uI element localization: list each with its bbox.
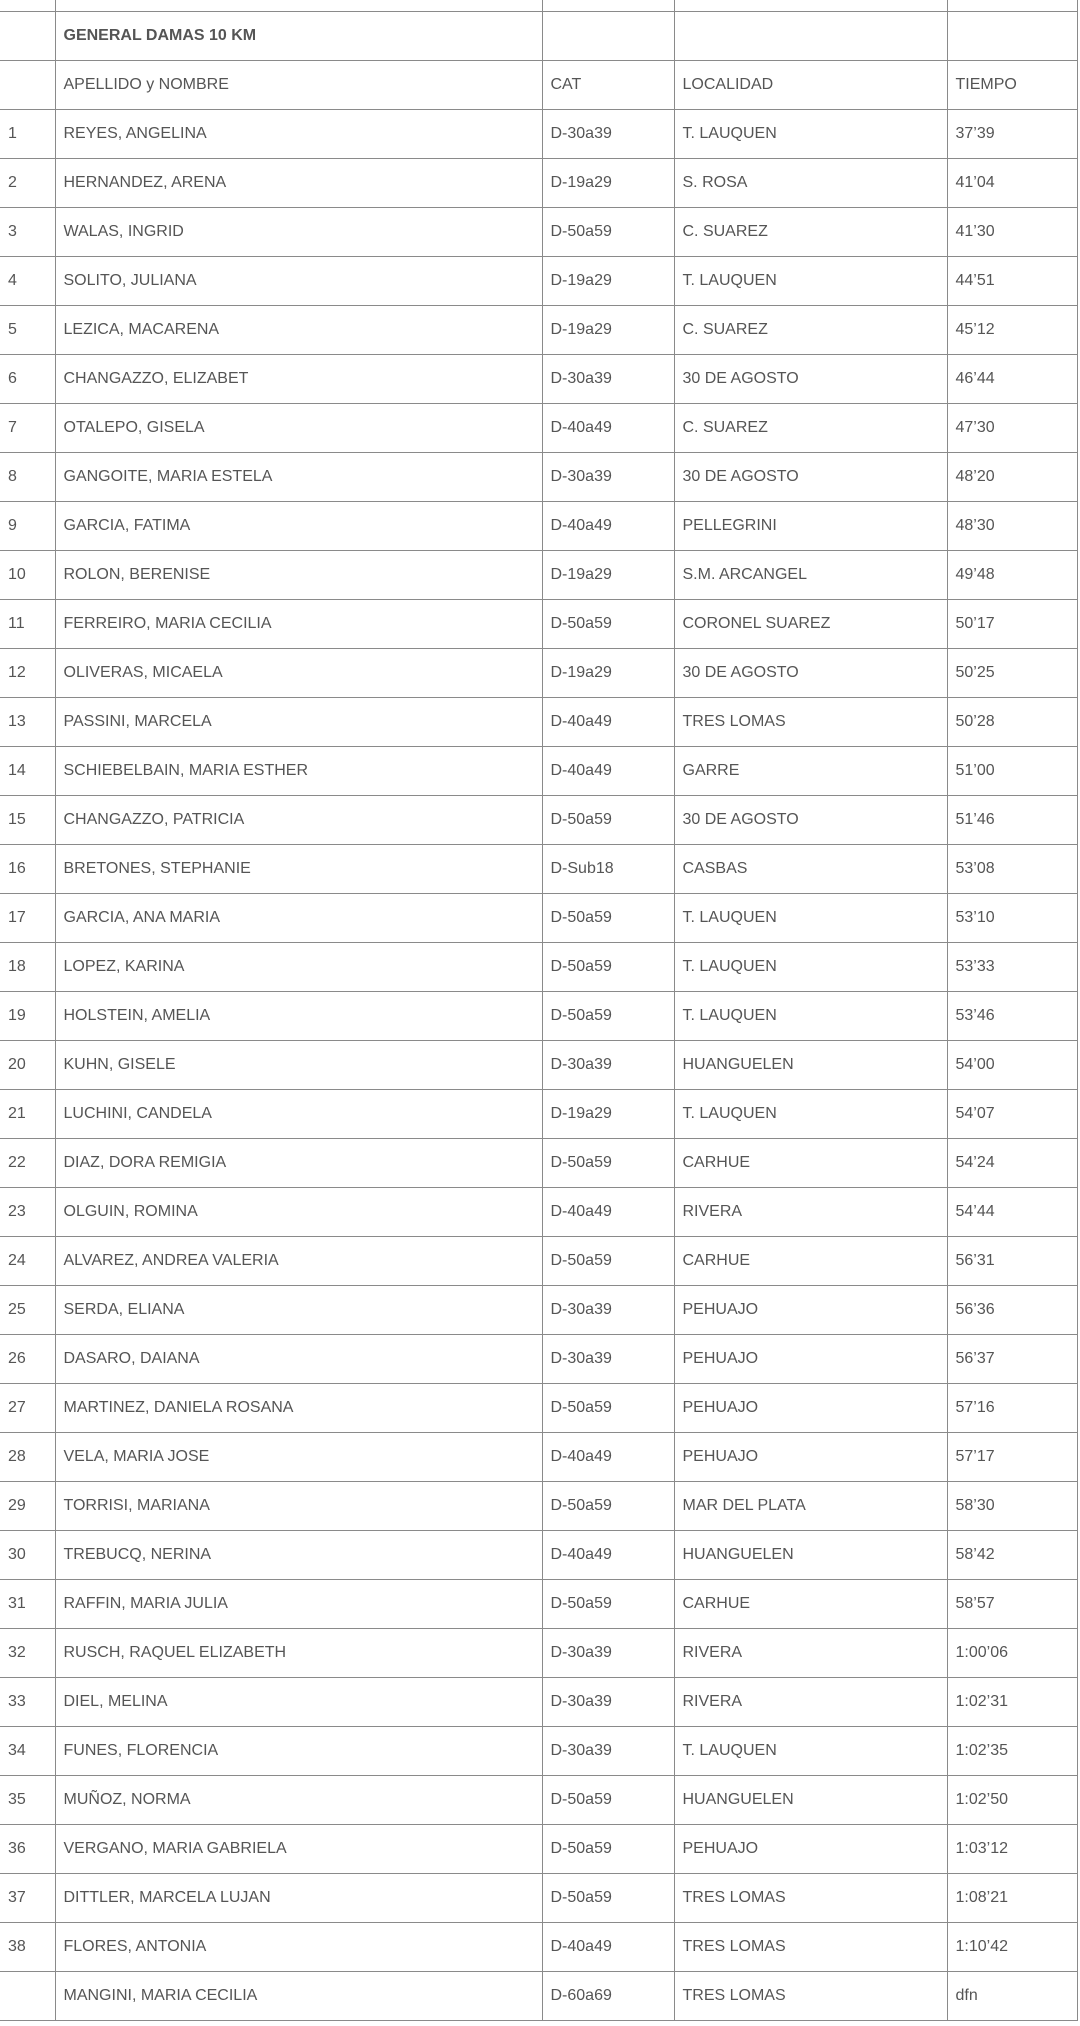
cell-location: T. LAUQUEN bbox=[674, 894, 947, 943]
cell-category: D-40a49 bbox=[542, 1433, 674, 1482]
cell-category: D-50a59 bbox=[542, 992, 674, 1041]
cell-category: D-50a59 bbox=[542, 1874, 674, 1923]
cell-time: 54’07 bbox=[947, 1090, 1077, 1139]
cell-category: D-30a39 bbox=[542, 1041, 674, 1090]
cell-time: 45’12 bbox=[947, 306, 1077, 355]
cell-location: C. SUAREZ bbox=[674, 208, 947, 257]
table-row bbox=[0, 1727, 1077, 1776]
cell-name: MARTINEZ, DANIELA ROSANA bbox=[55, 1384, 542, 1433]
table-row bbox=[0, 1433, 1077, 1482]
cell-time: 41’04 bbox=[947, 159, 1077, 208]
cell-name: MUÑOZ, NORMA bbox=[55, 1776, 542, 1825]
table-row bbox=[0, 208, 1077, 257]
cell-name: KUHN, GISELE bbox=[55, 1041, 542, 1090]
cell-position: 27 bbox=[0, 1384, 55, 1433]
cell-name: MANGINI, MARIA CECILIA bbox=[55, 1972, 542, 2021]
table-row bbox=[0, 1923, 1077, 1972]
cell-empty bbox=[0, 12, 55, 61]
cell-location: GARRE bbox=[674, 747, 947, 796]
cell-name: FLORES, ANTONIA bbox=[55, 1923, 542, 1972]
cell-location: C. SUAREZ bbox=[674, 306, 947, 355]
cell-location: RIVERA bbox=[674, 1678, 947, 1727]
cell-location: 30 DE AGOSTO bbox=[674, 649, 947, 698]
cell-time: 46’44 bbox=[947, 355, 1077, 404]
table-row bbox=[0, 1090, 1077, 1139]
cell-time: 58’30 bbox=[947, 1482, 1077, 1531]
cell-name: ALVAREZ, ANDREA VALERIA bbox=[55, 1237, 542, 1286]
cell-position: 9 bbox=[0, 502, 55, 551]
table-row bbox=[0, 502, 1077, 551]
cell-empty bbox=[947, 12, 1077, 61]
cell-time: 58’42 bbox=[947, 1531, 1077, 1580]
cell-time: 48’30 bbox=[947, 502, 1077, 551]
cell-time: 50’25 bbox=[947, 649, 1077, 698]
cell-position: 16 bbox=[0, 845, 55, 894]
cell-name: PASSINI, MARCELA bbox=[55, 698, 542, 747]
cell-position: 19 bbox=[0, 992, 55, 1041]
cell-time: 51’46 bbox=[947, 796, 1077, 845]
cell-position: 38 bbox=[0, 1923, 55, 1972]
cell-time: 56’36 bbox=[947, 1286, 1077, 1335]
cell-name: RAFFIN, MARIA JULIA bbox=[55, 1580, 542, 1629]
cell-location: PEHUAJO bbox=[674, 1286, 947, 1335]
cell-name: HOLSTEIN, AMELIA bbox=[55, 992, 542, 1041]
table-row bbox=[0, 453, 1077, 502]
header-location: LOCALIDAD bbox=[674, 61, 947, 110]
cell-name: DIAZ, DORA REMIGIA bbox=[55, 1139, 542, 1188]
cell-name: DITTLER, MARCELA LUJAN bbox=[55, 1874, 542, 1923]
cell-time: 57’16 bbox=[947, 1384, 1077, 1433]
cell-category: D-19a29 bbox=[542, 1090, 674, 1139]
cell-location: T. LAUQUEN bbox=[674, 992, 947, 1041]
cell-position: 36 bbox=[0, 1825, 55, 1874]
cell-time: 54’24 bbox=[947, 1139, 1077, 1188]
cell-name: WALAS, INGRID bbox=[55, 208, 542, 257]
cell-position: 31 bbox=[0, 1580, 55, 1629]
cell-name: LEZICA, MACARENA bbox=[55, 306, 542, 355]
table-row-partial bbox=[0, 0, 1077, 12]
cell-position: 25 bbox=[0, 1286, 55, 1335]
cell-position: 29 bbox=[0, 1482, 55, 1531]
table-row bbox=[0, 159, 1077, 208]
cell-location: PEHUAJO bbox=[674, 1433, 947, 1482]
cell-location: C. SUAREZ bbox=[674, 404, 947, 453]
cell-category: D-19a29 bbox=[542, 306, 674, 355]
table-row bbox=[0, 894, 1077, 943]
cell-name: BRETONES, STEPHANIE bbox=[55, 845, 542, 894]
cell-name: LUCHINI, CANDELA bbox=[55, 1090, 542, 1139]
cell-category: D-40a49 bbox=[542, 502, 674, 551]
cell-position: 3 bbox=[0, 208, 55, 257]
cell-position: 37 bbox=[0, 1874, 55, 1923]
header-category: CAT bbox=[542, 61, 674, 110]
cell-category: D-19a29 bbox=[542, 159, 674, 208]
cell-time: 57’17 bbox=[947, 1433, 1077, 1482]
table-row bbox=[0, 404, 1077, 453]
cell-empty bbox=[0, 0, 55, 12]
cell-time: 1:02’31 bbox=[947, 1678, 1077, 1727]
cell-time: 1:03’12 bbox=[947, 1825, 1077, 1874]
cell-name: OLIVERAS, MICAELA bbox=[55, 649, 542, 698]
cell-category: D-Sub18 bbox=[542, 845, 674, 894]
cell-location: T. LAUQUEN bbox=[674, 943, 947, 992]
cell-category: D-30a39 bbox=[542, 110, 674, 159]
cell-location: CARHUE bbox=[674, 1139, 947, 1188]
cell-position: 4 bbox=[0, 257, 55, 306]
table-row bbox=[0, 1482, 1077, 1531]
cell-location: 30 DE AGOSTO bbox=[674, 355, 947, 404]
cell-time: 37’39 bbox=[947, 110, 1077, 159]
cell-time: 56’37 bbox=[947, 1335, 1077, 1384]
cell-category: D-40a49 bbox=[542, 698, 674, 747]
cell-location: T. LAUQUEN bbox=[674, 1090, 947, 1139]
cell-category: D-40a49 bbox=[542, 747, 674, 796]
cell-time: 56’31 bbox=[947, 1237, 1077, 1286]
cell-category: D-50a59 bbox=[542, 1825, 674, 1874]
cell-category: D-50a59 bbox=[542, 1776, 674, 1825]
table-row bbox=[0, 992, 1077, 1041]
cell-category: D-40a49 bbox=[542, 1188, 674, 1237]
cell-position: 15 bbox=[0, 796, 55, 845]
table-row bbox=[0, 943, 1077, 992]
cell-position: 23 bbox=[0, 1188, 55, 1237]
cell-time: 53’46 bbox=[947, 992, 1077, 1041]
section-title: GENERAL DAMAS 10 KM bbox=[55, 12, 542, 61]
cell-time: 53’08 bbox=[947, 845, 1077, 894]
cell-position: 5 bbox=[0, 306, 55, 355]
cell-category: D-30a39 bbox=[542, 355, 674, 404]
table-row bbox=[0, 355, 1077, 404]
cell-location: TRES LOMAS bbox=[674, 698, 947, 747]
cell-name: DIEL, MELINA bbox=[55, 1678, 542, 1727]
cell-location: TRES LOMAS bbox=[674, 1874, 947, 1923]
cell-category: D-50a59 bbox=[542, 894, 674, 943]
cell-category: D-40a49 bbox=[542, 404, 674, 453]
cell-empty bbox=[542, 0, 674, 12]
cell-position: 34 bbox=[0, 1727, 55, 1776]
cell-category: D-40a49 bbox=[542, 1923, 674, 1972]
table-row bbox=[0, 1629, 1077, 1678]
cell-category: D-50a59 bbox=[542, 1482, 674, 1531]
table-row bbox=[0, 257, 1077, 306]
cell-time: 53’33 bbox=[947, 943, 1077, 992]
cell-position: 8 bbox=[0, 453, 55, 502]
cell-time: 1:08’21 bbox=[947, 1874, 1077, 1923]
table-row bbox=[0, 1776, 1077, 1825]
table-row bbox=[0, 1825, 1077, 1874]
cell-name: SOLITO, JULIANA bbox=[55, 257, 542, 306]
cell-empty bbox=[674, 0, 947, 12]
table-row bbox=[0, 306, 1077, 355]
table-row bbox=[0, 1335, 1077, 1384]
cell-position: 32 bbox=[0, 1629, 55, 1678]
cell-position: 21 bbox=[0, 1090, 55, 1139]
cell-location: 30 DE AGOSTO bbox=[674, 796, 947, 845]
cell-location: MAR DEL PLATA bbox=[674, 1482, 947, 1531]
table-row bbox=[0, 1580, 1077, 1629]
table-row bbox=[0, 1237, 1077, 1286]
cell-time: 54’00 bbox=[947, 1041, 1077, 1090]
cell-name: HERNANDEZ, ARENA bbox=[55, 159, 542, 208]
cell-category: D-50a59 bbox=[542, 208, 674, 257]
cell-name: OTALEPO, GISELA bbox=[55, 404, 542, 453]
table-row bbox=[0, 698, 1077, 747]
cell-location: TRES LOMAS bbox=[674, 1923, 947, 1972]
cell-position: 26 bbox=[0, 1335, 55, 1384]
cell-empty bbox=[55, 0, 542, 12]
header-name: APELLIDO y NOMBRE bbox=[55, 61, 542, 110]
table-row bbox=[0, 551, 1077, 600]
cell-name: OLGUIN, ROMINA bbox=[55, 1188, 542, 1237]
cell-category: D-40a49 bbox=[542, 1531, 674, 1580]
cell-position: 13 bbox=[0, 698, 55, 747]
cell-category: D-50a59 bbox=[542, 600, 674, 649]
cell-location: S. ROSA bbox=[674, 159, 947, 208]
cell-location: HUANGUELEN bbox=[674, 1041, 947, 1090]
table-row bbox=[0, 1384, 1077, 1433]
cell-category: D-30a39 bbox=[542, 1286, 674, 1335]
cell-name: REYES, ANGELINA bbox=[55, 110, 542, 159]
cell-time: 41’30 bbox=[947, 208, 1077, 257]
cell-position: 18 bbox=[0, 943, 55, 992]
cell-name: CHANGAZZO, PATRICIA bbox=[55, 796, 542, 845]
cell-category: D-19a29 bbox=[542, 551, 674, 600]
cell-position bbox=[0, 1972, 55, 2021]
cell-time: 53’10 bbox=[947, 894, 1077, 943]
cell-position: 33 bbox=[0, 1678, 55, 1727]
cell-time: 50’17 bbox=[947, 600, 1077, 649]
cell-position: 22 bbox=[0, 1139, 55, 1188]
cell-position: 11 bbox=[0, 600, 55, 649]
cell-location: RIVERA bbox=[674, 1629, 947, 1678]
table-row bbox=[0, 110, 1077, 159]
cell-location: RIVERA bbox=[674, 1188, 947, 1237]
cell-position: 14 bbox=[0, 747, 55, 796]
cell-name: VERGANO, MARIA GABRIELA bbox=[55, 1825, 542, 1874]
table-row bbox=[0, 1972, 1077, 2021]
cell-position: 20 bbox=[0, 1041, 55, 1090]
table-row bbox=[0, 600, 1077, 649]
cell-category: D-50a59 bbox=[542, 1139, 674, 1188]
cell-name: LOPEZ, KARINA bbox=[55, 943, 542, 992]
cell-category: D-60a69 bbox=[542, 1972, 674, 2021]
header-time: TIEMPO bbox=[947, 61, 1077, 110]
cell-position: 28 bbox=[0, 1433, 55, 1482]
cell-category: D-19a29 bbox=[542, 257, 674, 306]
cell-location: HUANGUELEN bbox=[674, 1776, 947, 1825]
cell-time: 49’48 bbox=[947, 551, 1077, 600]
cell-empty bbox=[674, 12, 947, 61]
cell-name: TORRISI, MARIANA bbox=[55, 1482, 542, 1531]
cell-category: D-30a39 bbox=[542, 1727, 674, 1776]
cell-category: D-50a59 bbox=[542, 1384, 674, 1433]
cell-name: GARCIA, ANA MARIA bbox=[55, 894, 542, 943]
cell-position: 24 bbox=[0, 1237, 55, 1286]
table-row bbox=[0, 796, 1077, 845]
cell-category: D-19a29 bbox=[542, 649, 674, 698]
cell-time: 50’28 bbox=[947, 698, 1077, 747]
cell-category: D-50a59 bbox=[542, 943, 674, 992]
cell-time: 48’20 bbox=[947, 453, 1077, 502]
cell-position: 6 bbox=[0, 355, 55, 404]
cell-location: 30 DE AGOSTO bbox=[674, 453, 947, 502]
cell-name: SCHIEBELBAIN, MARIA ESTHER bbox=[55, 747, 542, 796]
cell-time: 58’57 bbox=[947, 1580, 1077, 1629]
cell-name: RUSCH, RAQUEL ELIZABETH bbox=[55, 1629, 542, 1678]
cell-time: 44’51 bbox=[947, 257, 1077, 306]
cell-empty bbox=[542, 12, 674, 61]
cell-name: GARCIA, FATIMA bbox=[55, 502, 542, 551]
cell-position: 35 bbox=[0, 1776, 55, 1825]
section-title-row bbox=[0, 12, 1077, 61]
header-row bbox=[0, 61, 1077, 110]
cell-time: 1:02’50 bbox=[947, 1776, 1077, 1825]
cell-time: 47’30 bbox=[947, 404, 1077, 453]
table-row bbox=[0, 649, 1077, 698]
cell-category: D-50a59 bbox=[542, 1580, 674, 1629]
table-row bbox=[0, 1139, 1077, 1188]
cell-time: 1:00’06 bbox=[947, 1629, 1077, 1678]
cell-position: 10 bbox=[0, 551, 55, 600]
cell-category: D-30a39 bbox=[542, 1629, 674, 1678]
cell-position: 7 bbox=[0, 404, 55, 453]
cell-category: D-50a59 bbox=[542, 1237, 674, 1286]
cell-position: 2 bbox=[0, 159, 55, 208]
cell-name: ROLON, BERENISE bbox=[55, 551, 542, 600]
cell-name: CHANGAZZO, ELIZABET bbox=[55, 355, 542, 404]
table-row bbox=[0, 747, 1077, 796]
cell-category: D-30a39 bbox=[542, 1335, 674, 1384]
table-row bbox=[0, 1188, 1077, 1237]
table-row bbox=[0, 1041, 1077, 1090]
cell-time: 1:02’35 bbox=[947, 1727, 1077, 1776]
cell-location: TRES LOMAS bbox=[674, 1972, 947, 2021]
cell-time: 51’00 bbox=[947, 747, 1077, 796]
cell-location: CASBAS bbox=[674, 845, 947, 894]
cell-time: 1:10’42 bbox=[947, 1923, 1077, 1972]
cell-category: D-50a59 bbox=[542, 796, 674, 845]
cell-position: 12 bbox=[0, 649, 55, 698]
cell-location: HUANGUELEN bbox=[674, 1531, 947, 1580]
cell-name: FUNES, FLORENCIA bbox=[55, 1727, 542, 1776]
cell-location: PEHUAJO bbox=[674, 1384, 947, 1433]
table-row bbox=[0, 1286, 1077, 1335]
cell-location: S.M. ARCANGEL bbox=[674, 551, 947, 600]
cell-empty bbox=[947, 0, 1077, 12]
cell-location: CARHUE bbox=[674, 1580, 947, 1629]
cell-category: D-30a39 bbox=[542, 1678, 674, 1727]
header-position bbox=[0, 61, 55, 110]
cell-name: GANGOITE, MARIA ESTELA bbox=[55, 453, 542, 502]
cell-location: PEHUAJO bbox=[674, 1825, 947, 1874]
cell-time: 54’44 bbox=[947, 1188, 1077, 1237]
table-row bbox=[0, 845, 1077, 894]
cell-name: TREBUCQ, NERINA bbox=[55, 1531, 542, 1580]
cell-position: 17 bbox=[0, 894, 55, 943]
cell-location: T. LAUQUEN bbox=[674, 257, 947, 306]
cell-location: T. LAUQUEN bbox=[674, 1727, 947, 1776]
cell-time: dfn bbox=[947, 1972, 1077, 2021]
cell-position: 1 bbox=[0, 110, 55, 159]
cell-location: CARHUE bbox=[674, 1237, 947, 1286]
cell-position: 30 bbox=[0, 1531, 55, 1580]
cell-location: PELLEGRINI bbox=[674, 502, 947, 551]
cell-location: CORONEL SUAREZ bbox=[674, 600, 947, 649]
table-row bbox=[0, 1531, 1077, 1580]
cell-category: D-30a39 bbox=[542, 453, 674, 502]
cell-name: VELA, MARIA JOSE bbox=[55, 1433, 542, 1482]
table-row bbox=[0, 1678, 1077, 1727]
cell-name: DASARO, DAIANA bbox=[55, 1335, 542, 1384]
cell-name: SERDA, ELIANA bbox=[55, 1286, 542, 1335]
cell-name: FERREIRO, MARIA CECILIA bbox=[55, 600, 542, 649]
table-row bbox=[0, 1874, 1077, 1923]
cell-location: T. LAUQUEN bbox=[674, 110, 947, 159]
cell-location: PEHUAJO bbox=[674, 1335, 947, 1384]
